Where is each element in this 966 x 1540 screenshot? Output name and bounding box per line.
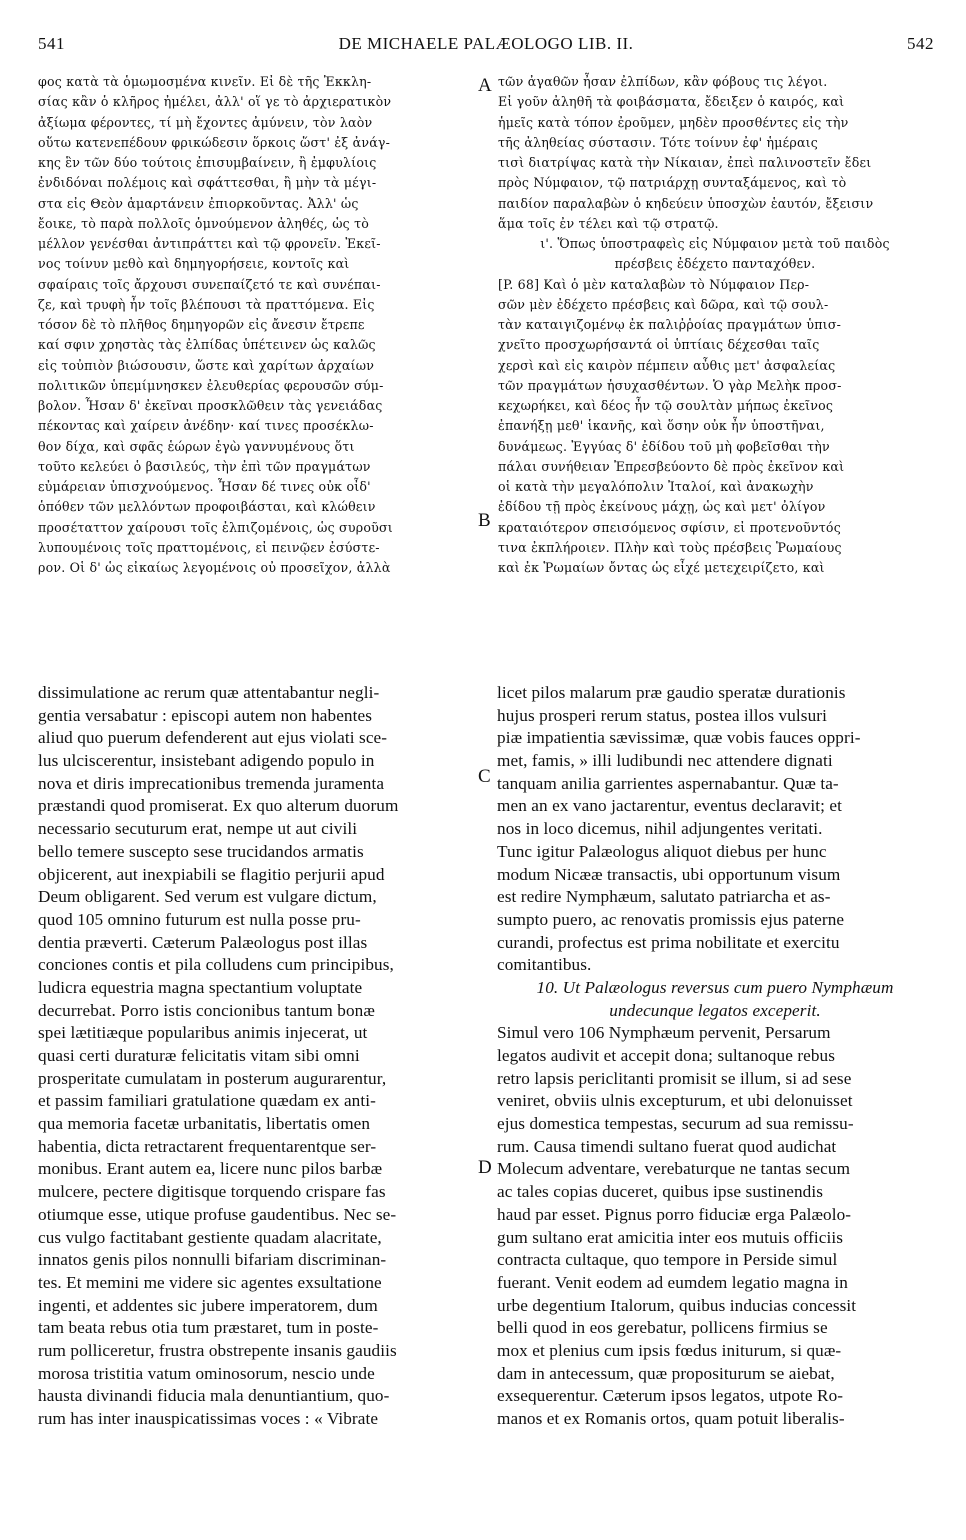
text-line: κραταιότερον σπεισόμενος σφίσιν, εἰ προτενοῦντός [498,519,841,535]
latin-right-paragraph-2 [497,1022,933,1430]
text-line: ingenti, et addentes sic jubere imperatorem, dum [38,1295,378,1315]
text-line: χερσὶ καὶ εἰς καιρὸν πέμπειν αὖθις μετ' ἀσφαλείας [498,357,836,373]
text-line: mulcere, pectere digitisque torquendo crispare fas [38,1182,386,1202]
greek-column-left [38,72,464,578]
latin-column-right [497,682,933,1431]
text-line: hausta divinandi fiducia mala denuntiantium, quo- [38,1386,390,1406]
text-line: curandi, profectus est prima nobilitate et exercitu [497,932,840,952]
text-line: spei lætitiæque popularibus animis injecerat, ut [38,1023,368,1043]
text-line: 10. Ut Palæologus reversus cum puero Nymphæum [536,977,894,997]
text-line: νος τοίνυν μεθὸ καὶ δημηγορήσειε, κοντοῖς καὶ [38,256,350,272]
text-line: tam beata rebus otia tum præstaret, tum in poste- [38,1318,379,1338]
text-line: exsequerentur. Cæterum ipsos legatos, utpote Ro- [497,1386,844,1406]
text-line: πολιτικῶν ὑπεμίμνησκεν ἐλευθερίας φερουσῶν σύμ- [38,377,384,393]
margin-letter-a: A [478,75,492,96]
text-line: Deum obligarent. Sed verum est vulgare dictum, [38,887,377,907]
text-line: rum has inter inauspicatissimas voces : « Vibrate [38,1409,379,1428]
text-line: πάλαι συνήθειαν Ἐπρεσβεύοντο δὲ πρὸς ἐκεῖνον καὶ [498,458,845,474]
text-line: κεχωρήκει, καὶ δέος ἦν τῷ σουλτὰν μήπως ἐκεῖνος [498,398,834,413]
text-line: τῶν ἀγαθῶν ἦσαν ἐλπίδων, κἂν φόβους τις λέγοι. [498,74,828,89]
text-line: qua memoria facetæ urbanitatis, libertatis omen [38,1114,371,1134]
text-line: Simul vero 106 Nymphæum pervenit, Persarum [497,1023,831,1043]
text-line: rum polliceretur, frustra obstrepente insanis gaudiis [38,1340,397,1360]
text-line: ludicra equestria magna spectantium voluptate [38,977,363,997]
text-line: ἅμα τοῖς ἐν τέλει καὶ τῷ στρατῷ. [498,215,719,231]
text-line: πρέσβεις ἐδέχετο πανταχόθεν. [614,256,816,272]
text-line: ac tales copias duceret, quibus ipse sustinendis [497,1182,824,1202]
text-line: ρον. Οἱ δ' ὡς εἰκαίως λεγομένοις οὐ προσεῖχον, ἀλλὰ [38,560,391,575]
text-line: est redire Nymphæum, salutato patriarcha et as- [497,887,831,907]
text-line: cus vulgo factitabant gestiente quadam alacritate, [38,1227,382,1247]
text-line: τόσον δὲ τὸ πλῆθος δημηγορῶν εἰς ἄνεσιν ἔτρεπε [38,317,365,332]
text-line: monibus. Erant autem ea, licere nunc pilos barbæ [38,1159,383,1179]
text-line: ὁπόθεν τῶν μελλόντων προφοιβάσται, καὶ κλώθειν [38,499,376,515]
text-line: gentia versabatur : episcopi autem non habentes [38,705,373,725]
text-line: licet pilos malarum præ gaudio speratæ durationis [497,683,846,702]
text-line: ἐδίδου τῇ πρὸς ἐκείνους μάχῃ, ὡς καὶ μετ' ὀλίγον [498,499,826,515]
text-line: objicerent, aut inexpiabili se flagitio perjurii apud [38,864,385,884]
text-line: καί σφιν χρηστὰς τὰς ἐλπίδας ὑπέτεινεν ὡς καλῶς [38,337,376,353]
text-line: τὰν καταιγιζομένῳ ἐκ παλιῤῥοίας πραγμάτων ὑπισ- [498,317,842,332]
text-line: quod 105 omnino futurum est nulla posse pru- [38,909,361,929]
text-line: fuerant. Venit eodem ad eumdem legatio magna in [497,1272,848,1292]
latin-column-left [38,682,474,1431]
text-line: modum Nicææ transactis, ubi opportunum visum [497,864,841,884]
text-line: σῶν μὲν ἐδέχετο πρέσβεις καὶ δῶρα, καὶ τῷ σουλ- [498,296,829,312]
text-line: πέκοντας καὶ χαίρειν ἀνέδην· καί τινες προσέκλω- [38,418,374,434]
text-line: σίας κἂν ὁ κλῆρος ἠμέλει, ἀλλ' οἵ γε τὸ ἀρχιερατικὸν [38,94,392,110]
text-line: piæ impatientia sævissimæ, quæ vobis fauces oppri- [497,728,861,748]
text-line: στα εἰς Θεὸν ἁμαρτάνειν ἐπιορκοῦντας. Ἀλλ' ὡς [38,195,359,211]
text-line: aliud quo puerum defenderent aut ejus violati sce- [38,728,388,748]
text-line: nova et diris imprecationibus tremenda juramenta [38,773,385,793]
text-line: εἰς τοὐπιὸν βιώσουσιν, ὥστε καὶ χαρίτων ἀρχαίων [38,357,375,373]
margin-letter-c: C [478,766,491,787]
text-line: nos in loco dicemus, nihil adjungentes veritati. [497,819,823,839]
text-line: otiumque esse, utique profuse gaudentibus. Nec se- [38,1204,397,1224]
greek-right-paragraph-1 [498,72,932,234]
text-line: Tunc igitur Palæologus aliquot diebus per hunc [497,841,827,861]
text-line: dam in antecessum, quæ propositurum se aiebat, [497,1363,835,1383]
text-line: tanquam anilia garrientes aspernabantur. Quæ ta- [497,773,839,793]
text-line: Εἰ γοῦν ἀληθῆ τὰ φοιβάσματα, ἔδειξεν ὁ καιρός, καὶ [498,94,845,110]
text-line: undecunque legatos exceperit. [609,1000,821,1020]
text-line: τῆς ἀληθείας σύστασιν. Τότε τοίνυν ἐφ' ἡμέραις [498,134,819,150]
text-line: οὕτω κατενεπέδουν φρικώδεσιν ὅρκοις ὥστ' ἐξ ἀνάγ- [38,134,391,150]
text-line: χνεῖτο προσχωρήσαντά οἱ ὑπτίαις δέχεσθαι ταῖς [498,337,820,353]
text-line: et passim familiari gratulatione quædam ex anti- [38,1091,376,1111]
text-line: θον δίχα, καὶ σφᾶς ἑώρων ἐγὼ γαννυμένους ὅτι [38,438,355,454]
text-line: lus ulciscerentur, insistebant adigendo populo in [38,751,375,771]
text-line: δυνάμεως. Ἐγγύας δ' ἐδίδου τοῦ μὴ φοβεῖσθαι τὴν [498,438,830,454]
text-line: men an ex vano jactarentur, eventus declaravit; et [497,796,843,816]
latin-right-paragraph-1 [497,682,933,977]
text-line: belli quod in eos gerebatur, pollicens firmius se [497,1318,828,1338]
text-line: morosa tristitia vatum ominosorum, nescio unde [38,1363,375,1383]
margin-letter-b: B [478,510,491,531]
text-line: prosperitate cumulatam in posterum augurarentur, [38,1068,387,1088]
text-line: κης ἓν τῶν δύο τούτοις ἐπισυμβαίνειν, ἢ ἐμφυλίοις [38,155,377,170]
text-line: hujus prosperi rerum status, postea illos vulsuri [497,705,827,725]
text-line: παιδίον παραλαβὼν ὁ κηδεύειν ὑποσχὼν ἑαυτόν, ἔξεισιν [498,195,874,211]
text-line: ι'. Ὅπως ὑποστραφεὶς εἰς Νύμφαιον μετὰ τοῦ παιδὸς [540,236,890,251]
text-line: necessario secuturum erat, nempe ut aut civili [38,819,358,839]
running-header [38,34,934,56]
text-line: μέλλον γενέσθαι ἀντιπράττει καὶ τῷ φρονεῖν. Ἐκεῖ- [38,236,381,251]
text-line: σφαίραις τοῖς ἄρχουσι συνεπαίζετό τε καὶ συνέπαι- [38,276,381,292]
text-line: πρὸς Νύμφαιον, τῷ πατριάρχῃ συνταξάμενος, καὶ τὸ [498,175,847,191]
greek-section-heading [498,234,932,275]
text-line: retro lapsis periclitanti promisit se illum, si ad sese [497,1068,852,1088]
text-line: τοῦτο κελεύει ὁ βασιλεύς, τὴν ἐπὶ τῶν πραγμάτων [38,458,371,474]
margin-letter-d: D [478,1157,492,1178]
latin-section-heading [497,977,933,1022]
text-line: gum sultano erat amicitia inter eos mutuis officiis [497,1227,844,1247]
text-line: ἀξίωμα φέροντες, τί μὴ ἔχοντες ἀμύνειν, τὸν λαὸν [38,114,373,130]
text-line: bello temere suscepto sese trucidandos armatis [38,841,364,861]
text-line: legatos audivit et accepit dona; sultanoque rebus [497,1046,836,1065]
text-line: tes. Et memini me videre sic agentes exsultatione [38,1272,382,1292]
text-line: haud par esset. Pignus porro fiduciæ erga Palæolo- [497,1204,852,1224]
text-line: τῶν πραγμάτων ἡσυχασθέντων. Ὁ γὰρ Μελὴκ προσ- [498,377,842,393]
running-title: DE MICHAELE PALÆOLOGO LIB. II. [338,34,634,53]
greek-column-right [498,72,932,578]
text-line: Molecum adventare, verebaturque ne tantas secum [497,1159,851,1179]
text-line: veniret, obviis ulnis excepturum, et ubi delonuisset [497,1091,853,1111]
text-line: dentia præverti. Cæterum Palæologus post illas [38,932,368,952]
text-line: καὶ ἐκ Ῥωμαίων ὄντας ὡς εἶχέ μετεχειρίζετο, καὶ [498,560,825,575]
text-line: οἱ κατὰ τὴν μεγαλόπολιν Ἰταλοί, καὶ ἀνακωχὴν [498,479,814,494]
text-line: ejus domestica tempestas, securum ad sua remissu- [497,1114,854,1134]
text-line: dissimulatione ac rerum quæ attentabantur negli- [38,683,380,702]
text-line: urbe degentium Italorum, quibus inducias concessit [497,1295,857,1315]
text-line: προσέταττον χαίρουσι τοῖς ἐλπιζομένοις, ὡς συροῦσι [38,519,393,535]
text-line: met, famis, » illi ludibundi nec attendere dignati [497,751,833,771]
text-line: mox et plenius cum ipsis fœdus initurum, si quæ- [497,1340,842,1360]
text-line: quasi certi duraturæ felicitatis vitam sibi omni [38,1046,360,1065]
text-line: τισὶ διατρίψας κατὰ τὴν Νίκαιαν, ἐπεὶ παλινοστεῖν ἔδει [498,155,872,170]
text-line: rum. Causa timendi sultano fuerat quod audichat [497,1136,837,1156]
text-line: manos et ex Romanis ortos, quam potuit liberalis- [497,1409,845,1428]
text-line: λυπουμένοις τοῖς πραττομένοις, εἰ πεινῷεν ἐσύστε- [38,539,380,555]
page-number-left: 541 [38,34,65,53]
text-line: ἔοικε, τὸ παρὰ πολλοῖς ὁμνούμενον ἀληθές, ὡς τὸ [38,215,370,231]
text-line: comitantibus. [497,955,592,975]
text-line: εὐμάρειαν ὑπισχνούμενος. Ἦσαν δέ τινες οὐκ οἶδ' [38,479,371,494]
text-line: decurrebat. Porro istis concionibus tantum bonæ [38,1000,375,1020]
page-number-right: 542 [907,34,934,53]
text-line: ἡμεῖς κατὰ τόπον ἐροῦμεν, μηδὲν προσθέντες εἰς τὴν [498,114,849,130]
text-line: præstandi quod promiserat. Ex quo alterum duorum [38,796,399,816]
text-line: conciones contis et pila colludens cum principibus, [38,955,394,975]
text-line: τινα ἐκπλήροιεν. Πλὴν καὶ τοὺς πρέσβεις Ῥωμαίους [498,539,842,555]
text-line: ἐνδιδόναι πολέμοις καὶ σφάττεσθαι, ἢ μὴν τὰ μέγι- [38,175,377,191]
text-line: ζε, καὶ τρυφὴ ἦν τοῖς βλέπουσι τὰ πραττόμενα. Εἰς [38,296,375,312]
text-line: sumpto puero, ac renovatis promissis ejus paterne [497,909,845,929]
text-line: φος κατὰ τὰ ὁμωμοσμένα κινεῖν. Εἰ δὲ τῆς Ἐκκλη- [38,74,372,89]
text-line: βολον. Ἦσαν δ' ἐκεῖναι προσκλῶθειν τὰς γενειάδας [38,398,383,413]
text-line: ἐπανήξῃ μεθ' ἱκανῆς, καὶ ὅσην οὐκ ἦν ὑποστῆναι, [498,418,825,434]
text-line: innatos genis pilos nonnulli bifariam discriminan- [38,1250,387,1270]
greek-right-paragraph-2 [498,275,932,579]
text-line: contracta cultaque, quo tempore in Perside simul [497,1250,838,1270]
text-line: [P. 68] Καὶ ὁ μὲν καταλαβὼν τὸ Νύμφαιον Περ- [498,276,810,292]
text-line: habentia, dicta retractarent frequentarentque ser- [38,1136,377,1156]
